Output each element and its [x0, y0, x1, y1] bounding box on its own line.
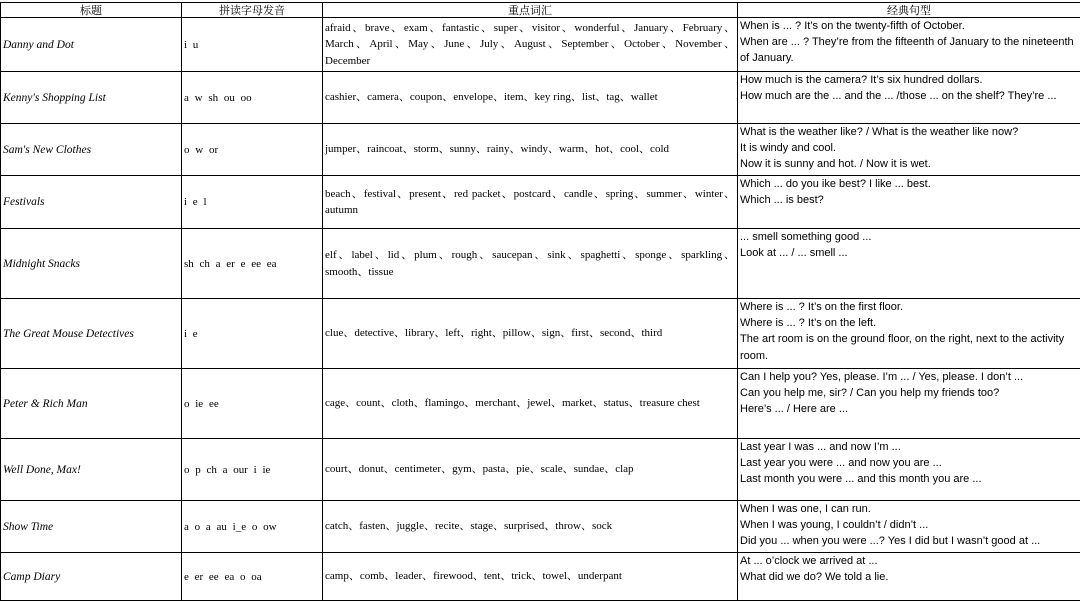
lesson-title-cell[interactable]: Peter & Rich Man: [1, 369, 182, 439]
sentence-line: Last year I was ... and now I’m ...: [740, 441, 901, 453]
sentences-cell[interactable]: [738, 18, 1080, 72]
sentence-line: When is ... ? It’s on the twenty-fifth of October.: [740, 20, 965, 32]
vocabulary-cell[interactable]: camp、comb、leader、firewood、tent、trick、towel、underpant: [323, 553, 738, 601]
sentence-line: At ... o’clock we arrived at ...: [740, 555, 878, 567]
lesson-title-cell[interactable]: Show Time: [1, 501, 182, 553]
header-phonics[interactable]: 拼读字母发音: [182, 3, 323, 18]
table-row: [1, 439, 1080, 501]
sentences-cell[interactable]: [738, 439, 1080, 501]
table-row: [1, 18, 1080, 72]
table-row: [1, 176, 1080, 229]
sentence-line: Did you ... when you were ...? Yes I did but I wasn’t good at ...: [740, 535, 1041, 548]
vocabulary-cell[interactable]: cage、count、cloth、flamingo、merchant、jewel、market、status、treasure chest: [323, 369, 738, 439]
table-row: [1, 72, 1080, 124]
sentence-line: When are ... ? They’re from the fifteenth of January to the nineteenth of January.: [740, 36, 1074, 65]
vocabulary-cell[interactable]: clue、detective、library、left、right、pillow、sign、first、second、third: [323, 299, 738, 369]
sentences-cell[interactable]: [738, 369, 1080, 439]
sentence-line: Which ... is best?: [740, 194, 824, 207]
lesson-title-cell[interactable]: Midnight Snacks: [1, 229, 182, 299]
sentence-line: What is the weather like? / What is the weather like now?: [740, 126, 1019, 138]
header-row: [1, 3, 1080, 18]
sentence-line: Which ... do you ike best? I like ... best.: [740, 178, 931, 190]
sentence-line: Can you help me, sir? / Can you help my friends too?: [740, 387, 1000, 400]
phonics-cell[interactable]: i e: [182, 299, 323, 369]
sentence-line: Now it is sunny and hot. / Now it is wet.: [740, 158, 931, 171]
sentence-line: Where is ... ? It’s on the left.: [740, 317, 877, 330]
table-row: [1, 124, 1080, 176]
sentence-line: How much is the camera? It’s six hundred dollars.: [740, 74, 983, 86]
sentence-line: Last year you were ... and now you are ...: [740, 457, 942, 470]
header-title[interactable]: 标题: [1, 3, 182, 18]
phonics-cell[interactable]: e er ee ea o oa: [182, 553, 323, 601]
vocabulary-cell[interactable]: catch、fasten、juggle、recite、stage、surprised、throw、sock: [323, 501, 738, 553]
sentences-cell[interactable]: [738, 501, 1080, 553]
table-row: [1, 501, 1080, 553]
sentence-line: When I was one, I can run.: [740, 503, 871, 515]
sentences-cell[interactable]: [738, 553, 1080, 601]
sentence-line: When I was young, I couldn’t / didn’t ...: [740, 519, 929, 532]
phonics-cell[interactable]: i e l: [182, 176, 323, 229]
table-body: [1, 18, 1080, 601]
lesson-table: [0, 2, 1080, 601]
vocabulary-cell[interactable]: court、donut、centimeter、gym、pasta、pie、scale、sundae、clap: [323, 439, 738, 501]
header-sentences[interactable]: 经典句型: [738, 3, 1080, 18]
vocabulary-cell[interactable]: jumper、raincoat、storm、sunny、rainy、windy、warm、hot、cool、cold: [323, 124, 738, 176]
lesson-title-cell[interactable]: The Great Mouse Detectives: [1, 299, 182, 369]
lesson-title-cell[interactable]: Camp Diary: [1, 553, 182, 601]
lesson-title-cell[interactable]: Danny and Dot: [1, 18, 182, 72]
header-vocabulary[interactable]: 重点词汇: [323, 3, 738, 18]
sentence-line: ... smell something good ...: [740, 231, 872, 243]
vocabulary-cell[interactable]: afraid、brave、exam、fantastic、super、visitor、wonderful、January、February、March、April、May、June、July、August、September、October、November、December: [323, 18, 738, 72]
table-row: [1, 369, 1080, 439]
lesson-title-cell[interactable]: Sam's New Clothes: [1, 124, 182, 176]
sentence-line: Here’s ... / Here are ...: [740, 403, 849, 416]
vocabulary-cell[interactable]: beach、festival、present、red packet、postcard、candle、spring、summer、winter、autumn: [323, 176, 738, 229]
sentences-cell[interactable]: [738, 124, 1080, 176]
table-row: [1, 299, 1080, 369]
sentence-line: Where is ... ? It’s on the first floor.: [740, 301, 904, 313]
sentences-cell[interactable]: [738, 299, 1080, 369]
sentences-cell[interactable]: [738, 72, 1080, 124]
sentences-cell[interactable]: [738, 229, 1080, 299]
lesson-title-cell[interactable]: Kenny's Shopping List: [1, 72, 182, 124]
phonics-cell[interactable]: o ie ee: [182, 369, 323, 439]
table-row: [1, 553, 1080, 601]
phonics-cell[interactable]: o p ch a our i ie: [182, 439, 323, 501]
phonics-cell[interactable]: o w or: [182, 124, 323, 176]
phonics-cell[interactable]: a w sh ou oo: [182, 72, 323, 124]
sentences-cell[interactable]: [738, 176, 1080, 229]
vocabulary-cell[interactable]: elf、label、lid、plum、rough、saucepan、sink、spaghetti、sponge、sparkling、smooth、tissue: [323, 229, 738, 299]
phonics-cell[interactable]: i u: [182, 18, 323, 72]
lesson-title-cell[interactable]: Festivals: [1, 176, 182, 229]
sentence-line: How much are the ... and the ... /those ... on the shelf? They’re ...: [740, 90, 1057, 103]
sentence-line: The art room is on the ground floor, on the right, next to the activity room.: [740, 333, 1065, 362]
sentence-line: It is windy and cool.: [740, 142, 836, 155]
phonics-cell[interactable]: a o a au i_e o ow: [182, 501, 323, 553]
lesson-title-cell[interactable]: Well Done, Max!: [1, 439, 182, 501]
sentence-line: Look at ... / ... smell ...: [740, 247, 848, 260]
sentence-line: What did we do? We told a lie.: [740, 571, 889, 584]
sentence-line: Can I help you? Yes, please. I’m ... / Yes, please. I don’t ...: [740, 371, 1024, 383]
vocabulary-cell[interactable]: cashier、camera、coupon、envelope、item、key ring、list、tag、wallet: [323, 72, 738, 124]
phonics-cell[interactable]: sh ch a er e ee ea: [182, 229, 323, 299]
table-row: [1, 229, 1080, 299]
sentence-line: Last month you were ... and this month you are ...: [740, 473, 982, 486]
